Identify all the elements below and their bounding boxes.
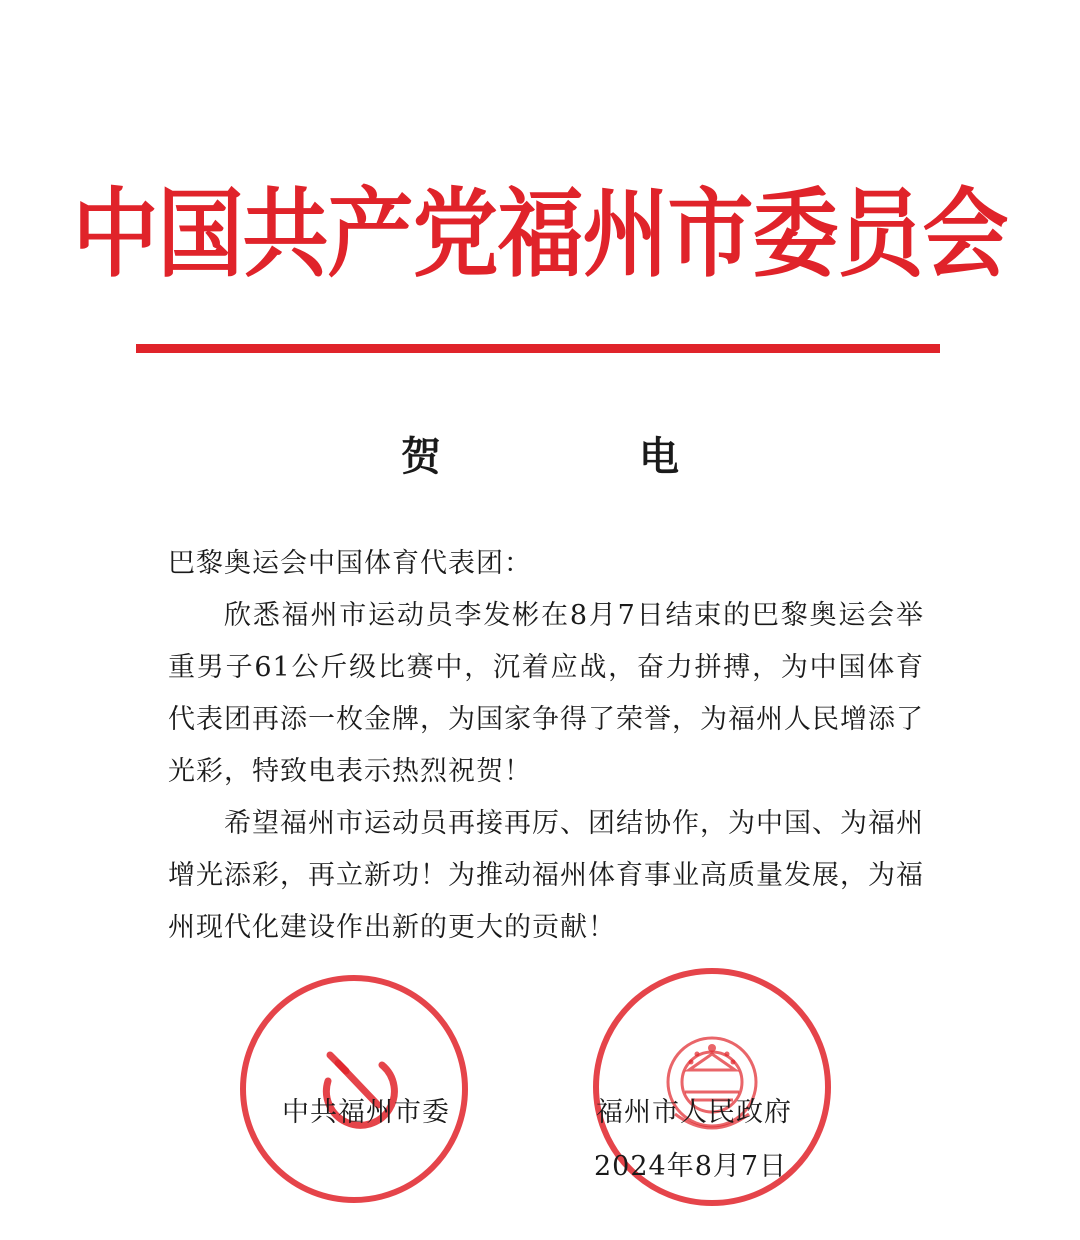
masthead-red-rule: [136, 344, 940, 353]
body-paragraph-1: 欣悉福州市运动员李发彬在8月7日结束的巴黎奥运会举重男子61公斤级比赛中，沉着应战，奋力拼搏，为中国体育代表团再添一枚金牌，为国家争得了荣誉，为福州人民增添了光彩，特致电表示热烈祝贺！: [168, 600, 924, 787]
document-body: [168, 538, 924, 954]
right-signer: 福州市人民政府: [596, 1097, 792, 1128]
masthead-title: 中国共产党福州市委员会: [72, 179, 1008, 291]
document-title: 贺 电: [401, 433, 741, 480]
left-signer: 中共福州市委: [282, 1097, 450, 1128]
salutation: 巴黎奥运会中国体育代表团：: [168, 548, 532, 579]
body-paragraph-2: 希望福州市运动员再接再厉、团结协作，为中国、为福州增光添彩，再立新功！为推动福州体育事业高质量发展，为福州现代化建设作出新的更大的贡献！: [168, 808, 924, 943]
party-committee-seal: [240, 975, 468, 1203]
hammer-sickle-icon: [246, 981, 462, 1197]
signature-date: 2024年8月7日: [594, 1151, 788, 1182]
